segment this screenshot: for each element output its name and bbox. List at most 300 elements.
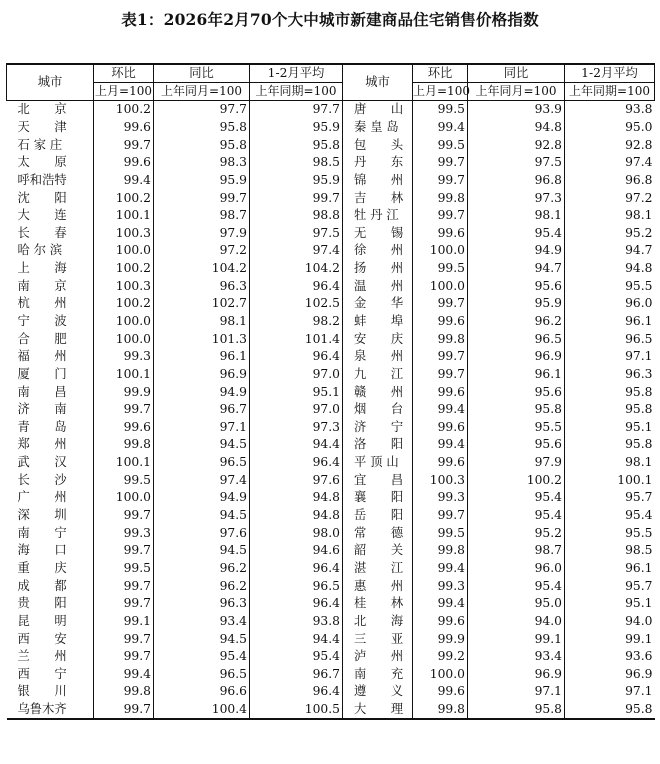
- table-row: [7, 242, 655, 260]
- cell-avg-right: 95.7: [565, 489, 655, 507]
- cell-mom: 100.1: [94, 207, 154, 225]
- cell-mom-right: 99.8: [413, 542, 468, 560]
- table-row: [7, 613, 655, 631]
- price-index-table: [6, 63, 655, 720]
- cell-avg-right: 97.4: [565, 154, 655, 172]
- cell-mom: 99.7: [94, 701, 154, 720]
- table-row: [7, 666, 655, 684]
- table-row: [7, 560, 655, 578]
- cell-mom-right: 100.3: [413, 471, 468, 489]
- cell-city-right: 唐 山: [343, 101, 413, 119]
- cell-mom-right: 99.5: [413, 101, 468, 119]
- cell-mom-right: 99.6: [413, 613, 468, 631]
- cell-city: 宁 波: [17, 314, 67, 328]
- table-row: [7, 701, 655, 720]
- cell-avg-right: 95.1: [565, 419, 655, 437]
- cell-city-right: 常 德: [343, 524, 413, 542]
- header-city: 城市: [7, 64, 94, 101]
- cell-mom-right: 99.3: [413, 489, 468, 507]
- table-row: [7, 207, 655, 225]
- cell-yoy: 96.9: [154, 366, 250, 384]
- cell-yoy-right: 94.0: [468, 613, 565, 631]
- cell-avg: 95.9: [250, 119, 343, 137]
- cell-avg-right: 94.7: [565, 242, 655, 260]
- cell-city-right: 蚌 埠: [343, 313, 413, 331]
- cell-avg: 96.4: [250, 277, 343, 295]
- cell-city-right: 洛 阳: [343, 436, 413, 454]
- cell-mom-right: 100.0: [413, 242, 468, 260]
- cell-avg: 95.8: [250, 136, 343, 154]
- cell-mom: 100.2: [94, 189, 154, 207]
- cell-mom-right: 99.5: [413, 524, 468, 542]
- cell-mom: 100.2: [94, 260, 154, 278]
- cell-city: 广 州: [17, 490, 67, 505]
- cell-yoy: 94.5: [154, 507, 250, 525]
- cell-yoy-right: 93.9: [468, 101, 565, 119]
- cell-avg-right: 97.1: [565, 348, 655, 366]
- cell-yoy-right: 95.4: [468, 577, 565, 595]
- cell-mom: 99.7: [94, 542, 154, 560]
- cell-yoy-right: 98.1: [468, 207, 565, 225]
- cell-yoy: 97.6: [154, 524, 250, 542]
- cell-city: 石 家 庄: [17, 137, 63, 152]
- table-row: [7, 189, 655, 207]
- cell-yoy-right: 98.7: [468, 542, 565, 560]
- table-row: [7, 577, 655, 595]
- cell-yoy: 94.9: [154, 383, 250, 401]
- cell-yoy: 96.3: [154, 277, 250, 295]
- cell-avg-right: 94.0: [565, 613, 655, 631]
- cell-mom-right: 99.6: [413, 683, 468, 701]
- cell-avg-right: 97.2: [565, 189, 655, 207]
- cell-avg-right: 97.1: [565, 683, 655, 701]
- cell-yoy-right: 97.3: [468, 189, 565, 207]
- cell-city-right: 秦 皇 岛: [343, 119, 413, 137]
- table-body: [7, 101, 655, 720]
- cell-avg: 97.7: [250, 101, 343, 119]
- cell-avg: 94.6: [250, 542, 343, 560]
- cell-city: 西 安: [17, 631, 67, 646]
- cell-city-right: 惠 州: [343, 577, 413, 595]
- cell-avg-right: 92.8: [565, 136, 655, 154]
- cell-avg: 97.5: [250, 224, 343, 242]
- cell-city: 济 南: [17, 402, 67, 417]
- cell-city-right: 安 庆: [343, 330, 413, 348]
- header-avg-right: 1-2月平均: [565, 64, 655, 83]
- cell-city: 天 津: [17, 119, 67, 134]
- cell-yoy: 97.2: [154, 242, 250, 260]
- cell-avg: 94.4: [250, 630, 343, 648]
- cell-city-right: 南 充: [343, 666, 413, 684]
- cell-avg: 96.7: [250, 666, 343, 684]
- cell-city: 昆 明: [17, 613, 67, 628]
- cell-yoy-right: 96.8: [468, 172, 565, 190]
- cell-mom: 99.7: [94, 648, 154, 666]
- cell-city: 贵 阳: [17, 596, 67, 611]
- cell-avg-right: 95.8: [565, 436, 655, 454]
- cell-mom-right: 99.6: [413, 313, 468, 331]
- table-row: [7, 542, 655, 560]
- cell-yoy-right: 95.6: [468, 383, 565, 401]
- cell-yoy-right: 95.4: [468, 224, 565, 242]
- cell-city: 兰 州: [17, 649, 67, 664]
- table-row: [7, 471, 655, 489]
- cell-yoy: 96.7: [154, 401, 250, 419]
- cell-yoy-right: 96.5: [468, 330, 565, 348]
- cell-mom-right: 100.0: [413, 277, 468, 295]
- cell-yoy: 98.1: [154, 313, 250, 331]
- table-row: [7, 348, 655, 366]
- table-row: [7, 683, 655, 701]
- cell-avg: 96.4: [250, 683, 343, 701]
- cell-yoy-right: 96.1: [468, 366, 565, 384]
- cell-yoy: 97.4: [154, 471, 250, 489]
- cell-avg-right: 93.6: [565, 648, 655, 666]
- cell-avg-right: 94.8: [565, 260, 655, 278]
- cell-avg: 93.8: [250, 613, 343, 631]
- table-row: [7, 119, 655, 137]
- header-avg-base-right: 上年同期=100: [565, 83, 655, 101]
- cell-city: 上 海: [17, 261, 67, 276]
- cell-avg-right: 95.5: [565, 524, 655, 542]
- cell-avg-right: 96.1: [565, 313, 655, 331]
- cell-avg-right: 96.3: [565, 366, 655, 384]
- cell-mom: 99.1: [94, 613, 154, 631]
- cell-city: 沈 阳: [17, 190, 67, 205]
- cell-city-right: 徐 州: [343, 242, 413, 260]
- cell-avg: 99.7: [250, 189, 343, 207]
- table-row: [7, 172, 655, 190]
- cell-yoy-right: 95.0: [468, 595, 565, 613]
- cell-avg: 95.9: [250, 172, 343, 190]
- cell-mom-right: 99.7: [413, 172, 468, 190]
- cell-yoy-right: 95.2: [468, 524, 565, 542]
- cell-city-right: 无 锡: [343, 224, 413, 242]
- table-title: 表1：2026年2月70个大中城市新建商品住宅销售价格指数: [121, 10, 539, 29]
- cell-city: 海 口: [17, 543, 67, 558]
- cell-city: 太 原: [17, 155, 67, 170]
- cell-avg: 96.5: [250, 577, 343, 595]
- cell-mom-right: 99.5: [413, 260, 468, 278]
- cell-city-right: 遵 义: [343, 683, 413, 701]
- cell-mom: 100.0: [94, 313, 154, 331]
- cell-city: 长 沙: [17, 472, 67, 487]
- cell-city-right: 济 宁: [343, 419, 413, 437]
- cell-city-right: 岳 阳: [343, 507, 413, 525]
- cell-avg: 96.4: [250, 348, 343, 366]
- cell-yoy-right: 97.9: [468, 454, 565, 472]
- cell-city-right: 宜 昌: [343, 471, 413, 489]
- cell-mom: 99.6: [94, 419, 154, 437]
- table-row: [7, 507, 655, 525]
- cell-avg-right: 95.8: [565, 401, 655, 419]
- cell-yoy: 97.1: [154, 419, 250, 437]
- cell-mom: 100.1: [94, 366, 154, 384]
- table-row: [7, 366, 655, 384]
- cell-mom: 99.7: [94, 595, 154, 613]
- cell-city-right: 韶 关: [343, 542, 413, 560]
- cell-avg: 97.0: [250, 366, 343, 384]
- cell-city: 青 岛: [17, 419, 67, 434]
- cell-avg-right: 100.1: [565, 471, 655, 489]
- cell-avg-right: 98.1: [565, 207, 655, 225]
- cell-mom: 99.9: [94, 383, 154, 401]
- cell-yoy-right: 95.8: [468, 701, 565, 720]
- table-row: [7, 648, 655, 666]
- cell-yoy-right: 93.4: [468, 648, 565, 666]
- cell-city: 郑 州: [17, 437, 67, 452]
- cell-city: 合 肥: [17, 331, 67, 346]
- cell-mom: 99.8: [94, 436, 154, 454]
- cell-mom-right: 99.7: [413, 295, 468, 313]
- cell-city: 西 宁: [17, 666, 67, 681]
- cell-mom: 100.0: [94, 489, 154, 507]
- cell-avg: 94.8: [250, 489, 343, 507]
- cell-avg: 94.4: [250, 436, 343, 454]
- cell-yoy: 96.2: [154, 560, 250, 578]
- table-row: [7, 524, 655, 542]
- cell-city: 南 昌: [17, 384, 67, 399]
- cell-mom-right: 99.5: [413, 136, 468, 154]
- cell-avg-right: 95.5: [565, 277, 655, 295]
- header-mom-right: 环比: [413, 64, 468, 83]
- cell-avg: 97.3: [250, 419, 343, 437]
- table-row: [7, 401, 655, 419]
- table-row: [7, 224, 655, 242]
- cell-city-right: 赣 州: [343, 383, 413, 401]
- cell-city: 银 川: [17, 684, 67, 699]
- table-row: [7, 330, 655, 348]
- cell-yoy: 94.5: [154, 542, 250, 560]
- cell-yoy-right: 97.5: [468, 154, 565, 172]
- cell-avg-right: 96.5: [565, 330, 655, 348]
- cell-mom-right: 99.6: [413, 419, 468, 437]
- table-row: [7, 454, 655, 472]
- cell-city-right: 烟 台: [343, 401, 413, 419]
- cell-avg: 104.2: [250, 260, 343, 278]
- cell-avg: 98.8: [250, 207, 343, 225]
- cell-yoy: 101.3: [154, 330, 250, 348]
- cell-yoy: 95.8: [154, 136, 250, 154]
- cell-avg: 102.5: [250, 295, 343, 313]
- cell-city: 南 京: [17, 278, 67, 293]
- cell-yoy: 97.9: [154, 224, 250, 242]
- cell-yoy: 94.5: [154, 630, 250, 648]
- cell-yoy: 100.4: [154, 701, 250, 720]
- cell-avg-right: 95.1: [565, 595, 655, 613]
- header-mom: 环比: [94, 64, 154, 83]
- cell-mom-right: 99.7: [413, 507, 468, 525]
- cell-avg: 95.4: [250, 648, 343, 666]
- cell-mom: 100.2: [94, 295, 154, 313]
- cell-yoy: 98.3: [154, 154, 250, 172]
- table-row: [7, 383, 655, 401]
- cell-mom: 99.7: [94, 630, 154, 648]
- table-row: [7, 419, 655, 437]
- cell-city-right: 襄 阳: [343, 489, 413, 507]
- cell-yoy-right: 95.9: [468, 295, 565, 313]
- cell-yoy: 98.7: [154, 207, 250, 225]
- cell-yoy: 93.4: [154, 613, 250, 631]
- cell-mom-right: 99.3: [413, 577, 468, 595]
- cell-avg: 97.4: [250, 242, 343, 260]
- cell-avg-right: 98.1: [565, 454, 655, 472]
- cell-mom: 99.5: [94, 471, 154, 489]
- cell-yoy: 96.6: [154, 683, 250, 701]
- cell-city-right: 扬 州: [343, 260, 413, 278]
- cell-yoy-right: 94.8: [468, 119, 565, 137]
- cell-mom: 99.7: [94, 136, 154, 154]
- cell-city-right: 泸 州: [343, 648, 413, 666]
- cell-yoy: 95.9: [154, 172, 250, 190]
- cell-city-right: 吉 林: [343, 189, 413, 207]
- cell-yoy-right: 100.2: [468, 471, 565, 489]
- cell-avg-right: 96.1: [565, 560, 655, 578]
- cell-avg: 94.8: [250, 507, 343, 525]
- cell-city-right: 桂 林: [343, 595, 413, 613]
- cell-city-right: 三 亚: [343, 630, 413, 648]
- cell-avg: 98.0: [250, 524, 343, 542]
- cell-mom: 99.5: [94, 560, 154, 578]
- header-yoy-base-right: 上年同月=100: [468, 83, 565, 101]
- cell-city: 武 汉: [17, 455, 67, 470]
- cell-yoy: 96.1: [154, 348, 250, 366]
- cell-yoy-right: 95.4: [468, 489, 565, 507]
- table-row: [7, 260, 655, 278]
- cell-yoy-right: 92.8: [468, 136, 565, 154]
- cell-avg-right: 95.0: [565, 119, 655, 137]
- cell-city: 大 连: [17, 208, 67, 223]
- cell-mom: 99.3: [94, 348, 154, 366]
- cell-city: 呼和浩特: [17, 172, 67, 187]
- table-row: [7, 277, 655, 295]
- cell-mom: 99.6: [94, 119, 154, 137]
- cell-avg-right: 96.9: [565, 666, 655, 684]
- cell-avg: 101.4: [250, 330, 343, 348]
- header-yoy: 同比: [154, 64, 250, 83]
- header-mom-base: 上月=100: [94, 83, 154, 101]
- cell-mom-right: 99.8: [413, 330, 468, 348]
- header-yoy-right: 同比: [468, 64, 565, 83]
- cell-yoy-right: 95.6: [468, 436, 565, 454]
- cell-avg-right: 95.8: [565, 383, 655, 401]
- table-row: [7, 630, 655, 648]
- cell-mom-right: 99.4: [413, 401, 468, 419]
- cell-yoy: 95.8: [154, 119, 250, 137]
- table-row: [7, 489, 655, 507]
- cell-avg-right: 95.2: [565, 224, 655, 242]
- cell-city: 福 州: [17, 349, 67, 364]
- cell-mom: 100.1: [94, 454, 154, 472]
- cell-yoy-right: 96.2: [468, 313, 565, 331]
- cell-avg: 96.4: [250, 560, 343, 578]
- table-header: [7, 64, 655, 101]
- cell-avg: 95.1: [250, 383, 343, 401]
- cell-city: 重 庆: [17, 560, 67, 575]
- cell-yoy-right: 95.5: [468, 419, 565, 437]
- cell-mom-right: 99.4: [413, 560, 468, 578]
- header-city-right: 城市: [343, 64, 413, 101]
- cell-mom-right: 99.2: [413, 648, 468, 666]
- cell-avg-right: 95.7: [565, 577, 655, 595]
- cell-mom-right: 99.8: [413, 701, 468, 720]
- cell-mom-right: 99.8: [413, 189, 468, 207]
- cell-city: 杭 州: [17, 296, 67, 311]
- cell-avg: 98.2: [250, 313, 343, 331]
- cell-mom: 99.7: [94, 507, 154, 525]
- cell-yoy: 95.4: [154, 648, 250, 666]
- cell-avg: 100.5: [250, 701, 343, 720]
- cell-mom-right: 99.7: [413, 366, 468, 384]
- cell-avg-right: 95.8: [565, 701, 655, 720]
- cell-yoy: 99.7: [154, 189, 250, 207]
- cell-city: 成 都: [17, 578, 67, 593]
- cell-city: 北 京: [17, 102, 67, 117]
- header-avg: 1-2月平均: [250, 64, 343, 83]
- cell-yoy: 96.3: [154, 595, 250, 613]
- cell-yoy: 96.5: [154, 666, 250, 684]
- header-mom-base-right: 上月=100: [413, 83, 468, 101]
- cell-yoy-right: 94.9: [468, 242, 565, 260]
- cell-mom: 99.4: [94, 172, 154, 190]
- cell-mom-right: 99.7: [413, 154, 468, 172]
- cell-city-right: 牡 丹 江: [343, 207, 413, 225]
- cell-avg: 96.4: [250, 454, 343, 472]
- cell-city-right: 九 江: [343, 366, 413, 384]
- cell-mom-right: 99.6: [413, 383, 468, 401]
- table-row: [7, 436, 655, 454]
- table-row: [7, 295, 655, 313]
- cell-mom-right: 99.6: [413, 224, 468, 242]
- cell-yoy: 102.7: [154, 295, 250, 313]
- cell-mom-right: 99.7: [413, 348, 468, 366]
- header-yoy-base: 上年同月=100: [154, 83, 250, 101]
- cell-mom-right: 100.0: [413, 666, 468, 684]
- cell-city-right: 泉 州: [343, 348, 413, 366]
- cell-mom: 100.2: [94, 101, 154, 119]
- cell-city: 深 圳: [17, 508, 67, 523]
- cell-city-right: 锦 州: [343, 172, 413, 190]
- cell-avg: 98.5: [250, 154, 343, 172]
- cell-avg-right: 95.4: [565, 507, 655, 525]
- cell-mom: 99.7: [94, 401, 154, 419]
- cell-avg-right: 96.8: [565, 172, 655, 190]
- cell-yoy-right: 96.0: [468, 560, 565, 578]
- cell-avg: 97.6: [250, 471, 343, 489]
- table-row: [7, 101, 655, 119]
- cell-city-right: 包 头: [343, 136, 413, 154]
- cell-mom-right: 99.9: [413, 630, 468, 648]
- cell-mom-right: 99.4: [413, 436, 468, 454]
- cell-yoy: 94.9: [154, 489, 250, 507]
- cell-mom: 99.8: [94, 683, 154, 701]
- cell-yoy: 97.7: [154, 101, 250, 119]
- cell-yoy-right: 99.1: [468, 630, 565, 648]
- table-row: [7, 154, 655, 172]
- cell-mom: 99.4: [94, 666, 154, 684]
- cell-mom: 100.3: [94, 224, 154, 242]
- cell-city-right: 平 顶 山: [343, 454, 413, 472]
- cell-yoy: 96.2: [154, 577, 250, 595]
- cell-city-right: 温 州: [343, 277, 413, 295]
- cell-avg-right: 98.5: [565, 542, 655, 560]
- cell-mom: 99.6: [94, 154, 154, 172]
- cell-mom: 100.0: [94, 330, 154, 348]
- table-row: [7, 595, 655, 613]
- cell-yoy-right: 96.9: [468, 348, 565, 366]
- cell-city-right: 丹 东: [343, 154, 413, 172]
- cell-yoy: 104.2: [154, 260, 250, 278]
